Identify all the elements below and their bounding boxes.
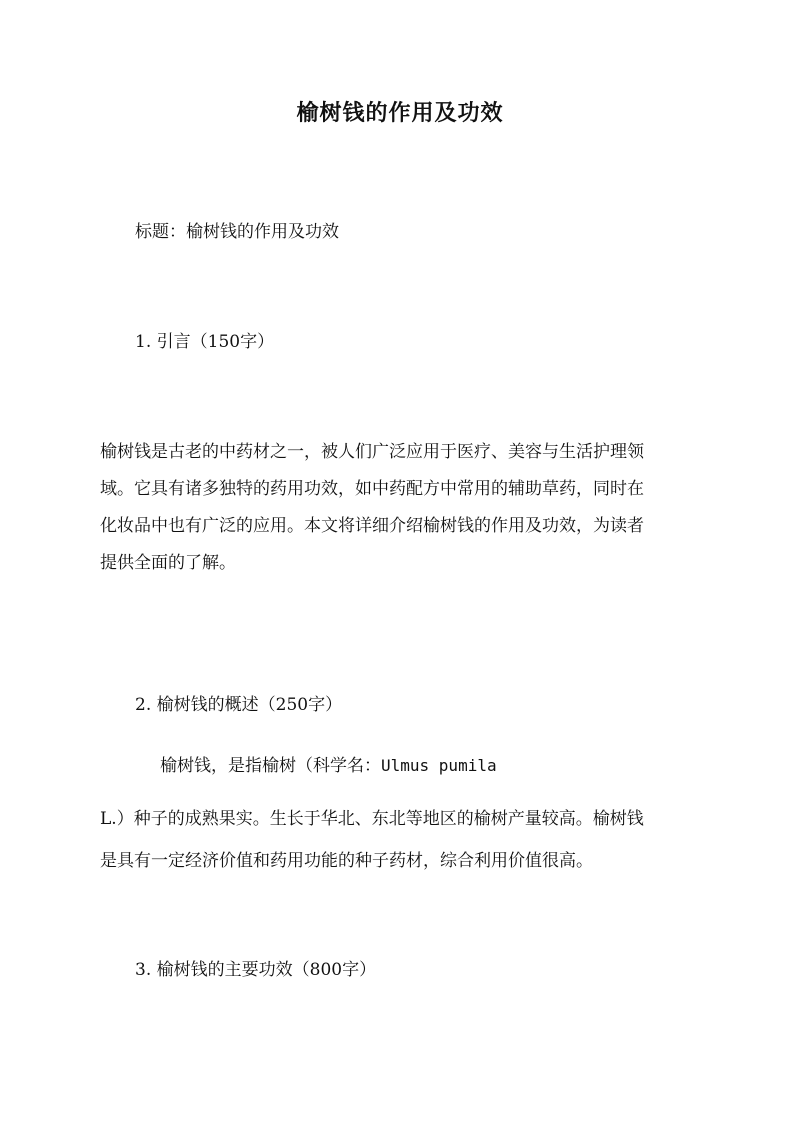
section-2-heading: 2. 榆树钱的概述（250字） xyxy=(135,695,343,715)
document-title: 榆树钱的作用及功效 xyxy=(296,100,504,126)
section-1-heading: 1. 引言（150字） xyxy=(135,332,275,352)
section-2-first-line xyxy=(160,751,497,776)
paragraph-line: L.）种子的成熟果实。生长于华北、东北等地区的榆树产量较高。榆树钱 xyxy=(100,809,644,829)
paragraph-line: 是具有一定经济价值和药用功能的种子药材，综合利用价值很高。 xyxy=(100,851,593,871)
paragraph-line: 化妆品中也有广泛的应用。本文将详细介绍榆树钱的作用及功效，为读者 xyxy=(100,516,644,536)
latin-name: Ulmus pumila xyxy=(381,756,497,775)
section-1-paragraph xyxy=(100,434,710,582)
first-line-prefix: 榆树钱，是指榆树（科学名： xyxy=(160,756,381,776)
section-2-paragraph xyxy=(100,798,710,882)
paragraph-line: 提供全面的了解。 xyxy=(100,553,236,573)
section-3-heading: 3. 榆树钱的主要功效（800字） xyxy=(135,960,377,980)
paragraph-line: 榆树钱是古老的中药材之一，被人们广泛应用于医疗、美容与生活护理领 xyxy=(100,442,644,462)
paragraph-line: 域。它具有诸多独特的药用功效，如中药配方中常用的辅助草药，同时在 xyxy=(100,479,644,499)
subtitle-line: 标题：榆树钱的作用及功效 xyxy=(135,222,339,242)
